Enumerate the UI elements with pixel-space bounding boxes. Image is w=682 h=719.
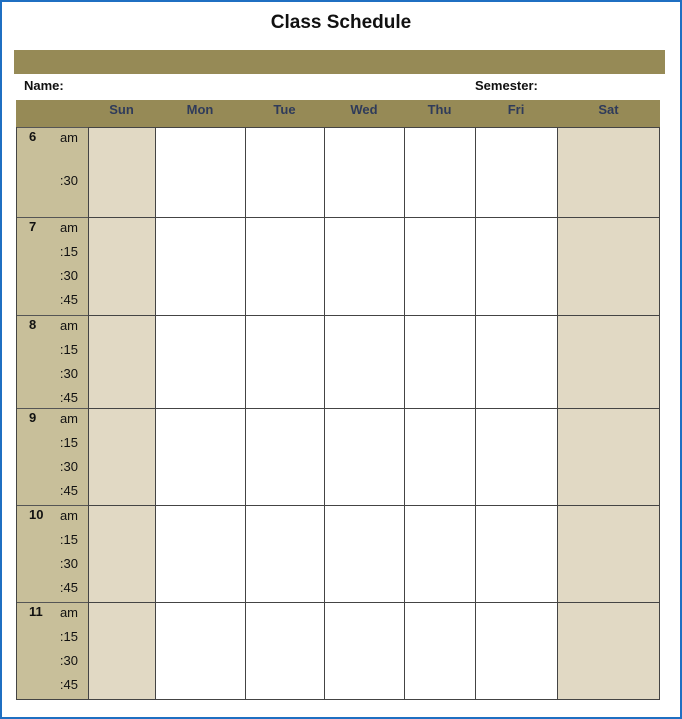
schedule-cell-fri[interactable] [475,602,557,700]
hour-label: 7 [29,219,37,234]
schedule-cell-thu[interactable] [404,217,475,315]
schedule-cell-sat[interactable] [557,127,660,217]
page-title: Class Schedule [270,12,412,33]
schedule-cell-fri[interactable] [475,505,557,602]
schedule-cell-sat[interactable] [557,408,660,505]
time-slot-label: :15 [59,435,78,450]
schedule-cell-sat[interactable] [557,315,660,408]
hour-block-10 [16,505,660,602]
schedule-cell-wed[interactable] [324,315,404,408]
hour-label: 9 [29,410,37,425]
schedule-cell-mon[interactable] [155,315,245,408]
time-slot-label: :30 [59,268,78,283]
time-slot-label: :45 [59,580,78,595]
schedule-cell-fri[interactable] [475,315,557,408]
schedule-cell-thu[interactable] [404,127,475,217]
time-slot-label: :30 [59,366,78,381]
semester-label: Semester: [475,78,538,93]
day-header-mon: Mon [186,102,214,117]
time-slot-label: am [59,411,78,426]
day-header-tue: Tue [273,102,296,117]
hour-block-6 [16,127,660,217]
schedule-cell-wed[interactable] [324,505,404,602]
schedule-cell-wed[interactable] [324,127,404,217]
time-slot-label: :15 [59,244,78,259]
time-slot-label: :15 [59,342,78,357]
time-cell [16,315,88,408]
schedule-cell-mon[interactable] [155,127,245,217]
schedule-cell-wed[interactable] [324,602,404,700]
time-slot-label: :45 [59,390,78,405]
day-header-sat: Sat [598,102,619,117]
hour-block-11 [16,602,660,700]
schedule-cell-fri[interactable] [475,217,557,315]
time-slot-label: :30 [59,556,78,571]
day-header-thu: Thu [427,102,452,117]
schedule-cell-mon[interactable] [155,505,245,602]
time-slot-label: am [59,220,78,235]
schedule-cell-sat[interactable] [557,602,660,700]
time-slot-label: :45 [59,677,78,692]
day-header-fri: Fri [507,102,525,117]
time-slot-label: am [59,605,78,620]
day-header-sun: Sun [109,102,134,117]
time-slot-label: :30 [59,459,78,474]
schedule-cell-fri[interactable] [475,127,557,217]
schedule-cell-mon[interactable] [155,217,245,315]
time-cell [16,408,88,505]
hour-label: 6 [29,129,37,144]
hour-label: 11 [29,604,43,619]
schedule-cell-wed[interactable] [324,408,404,505]
hour-block-7 [16,217,660,315]
name-label: Name: [24,78,64,93]
hour-block-9 [16,408,660,505]
schedule-cell-sun[interactable] [88,217,155,315]
schedule-cell-sun[interactable] [88,315,155,408]
time-slot-label: :15 [59,629,78,644]
time-slot-label: am [59,130,78,145]
time-slot-label: :45 [59,292,78,307]
time-cell [16,602,88,700]
schedule-cell-tue[interactable] [245,217,324,315]
day-header-row [16,100,660,127]
schedule-cell-mon[interactable] [155,602,245,700]
time-slot-label: am [59,508,78,523]
time-slot-label: :30 [59,653,78,668]
schedule-cell-sun[interactable] [88,602,155,700]
title-band [14,50,665,74]
schedule-cell-sat[interactable] [557,217,660,315]
hour-block-8 [16,315,660,408]
schedule-cell-thu[interactable] [404,408,475,505]
schedule-cell-wed[interactable] [324,217,404,315]
schedule-cell-tue[interactable] [245,602,324,700]
schedule-cell-tue[interactable] [245,315,324,408]
schedule-cell-tue[interactable] [245,127,324,217]
schedule-cell-tue[interactable] [245,505,324,602]
schedule-cell-tue[interactable] [245,408,324,505]
schedule-cell-thu[interactable] [404,602,475,700]
schedule-cell-sun[interactable] [88,408,155,505]
schedule-cell-sun[interactable] [88,505,155,602]
day-header-wed: Wed [350,102,378,117]
hour-label: 8 [29,317,37,332]
schedule-cell-sun[interactable] [88,127,155,217]
time-slot-label: :30 [59,173,78,188]
time-cell [16,127,88,217]
hour-label: 10 [29,507,44,522]
time-slot-label: am [59,318,78,333]
time-slot-label: :45 [59,483,78,498]
time-cell [16,505,88,602]
time-cell [16,217,88,315]
schedule-cell-mon[interactable] [155,408,245,505]
schedule-cell-sat[interactable] [557,505,660,602]
schedule-cell-thu[interactable] [404,315,475,408]
schedule-cell-thu[interactable] [404,505,475,602]
time-slot-label: :15 [59,532,78,547]
schedule-cell-fri[interactable] [475,408,557,505]
